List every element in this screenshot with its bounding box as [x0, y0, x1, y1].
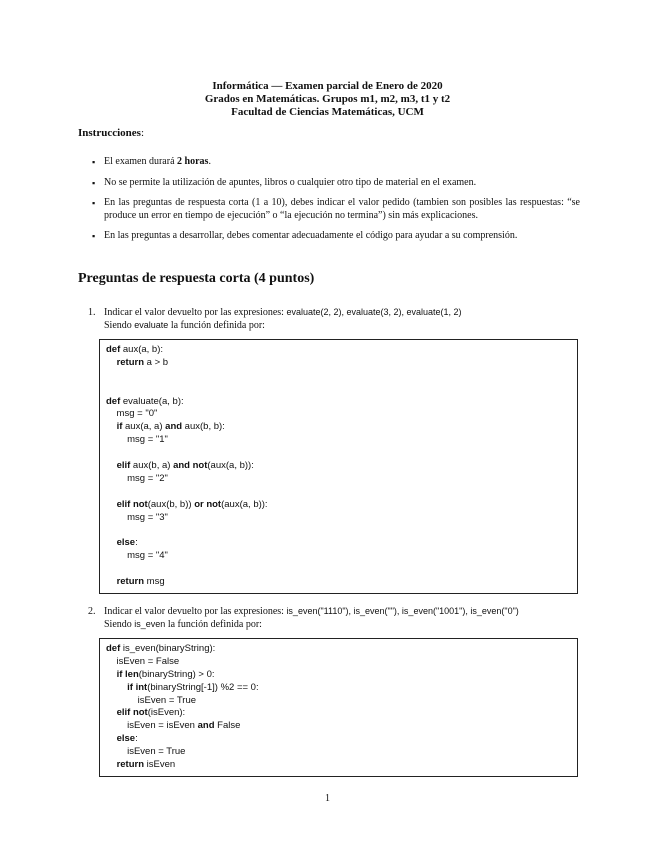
header-faculty: Facultad de Ciencias Matemáticas, UCM — [231, 106, 424, 118]
code-text: isEven = True — [106, 694, 197, 706]
code-line — [106, 460, 571, 473]
code-keyword: not — [132, 707, 148, 719]
code-keyword: elif — [116, 498, 131, 510]
code-keyword: return — [116, 576, 145, 588]
code-text: msg = "2" — [106, 472, 168, 484]
code-line — [106, 357, 571, 370]
code-text — [106, 759, 117, 770]
code-line — [106, 370, 571, 383]
code-text: False — [214, 720, 241, 732]
code-line — [106, 434, 571, 447]
question-2 — [88, 605, 519, 631]
header-degrees: Grados en Matemáticas. Grupos m1, m2, m3, t1 y t2 — [204, 93, 451, 105]
code-text: aux(b, a) — [130, 460, 174, 472]
code-keyword: else — [116, 537, 136, 549]
instruction-text-end: . — [208, 156, 211, 167]
code-text — [106, 537, 117, 548]
question-expressions: evaluate(2, 2), evaluate(3, 2), evaluate(1, 2) — [286, 307, 462, 317]
code-line — [106, 408, 571, 421]
code-keyword: elif — [116, 707, 131, 719]
function-name: is_even — [134, 619, 166, 629]
question-text: Indicar el valor devuelto por las expresiones: — [104, 307, 287, 318]
code-keyword: and — [197, 720, 215, 732]
code-text — [106, 357, 117, 368]
code-line — [106, 759, 571, 772]
question-subtext: Siendo — [104, 320, 135, 331]
code-text: (binaryString) > 0: — [138, 668, 215, 680]
code-line — [106, 383, 571, 396]
code-text: msg — [144, 576, 165, 588]
code-line — [106, 512, 571, 525]
code-line — [106, 396, 571, 409]
code-line — [106, 733, 571, 746]
code-text: aux(a, a) — [122, 421, 166, 433]
code-text: (aux(a, b)): — [221, 498, 268, 510]
code-text: isEven = False — [106, 655, 180, 667]
code-text: is_even(binaryString): — [120, 643, 216, 654]
code-line — [106, 421, 571, 434]
code-line — [106, 524, 571, 537]
code-text: a > b — [144, 356, 169, 368]
code-text: : — [135, 733, 138, 745]
code-line — [106, 447, 571, 460]
code-text: (aux(a, b)): — [207, 460, 254, 472]
code-text — [106, 682, 127, 693]
code-line — [106, 656, 571, 669]
code-line — [106, 486, 571, 499]
instructions-list — [92, 156, 580, 251]
instructions-title: Instrucciones — [78, 127, 141, 139]
code-keyword: def — [106, 643, 121, 654]
code-keyword: not — [132, 498, 148, 510]
section-title: Preguntas de respuesta corta (4 puntos) — [78, 271, 315, 286]
code-text — [106, 733, 117, 744]
code-keyword: return — [116, 759, 145, 771]
code-keyword: not — [192, 460, 208, 472]
code-keyword: if — [116, 668, 123, 680]
instruction-item: ▪ No se permite la utilización de apuntes, libros o cualquier otro tipo de material en el examen. — [92, 177, 580, 190]
instruction-item: ▪ En las preguntas de respuesta corta (1 a 10), debes indicar el valor pedido (tambien son posibles las respuestas: “se produce un error en tiempo de ejecución” o “la ejecución no termina”) sin más explicaciones. — [92, 197, 580, 222]
code-line — [106, 746, 571, 759]
code-text: msg = "0" — [106, 408, 158, 420]
code-line — [106, 499, 571, 512]
instructions-colon: : — [140, 127, 145, 139]
question-1 — [88, 306, 462, 332]
code-line — [106, 550, 571, 563]
code-keyword: or — [194, 498, 204, 510]
code-text: msg = "1" — [106, 434, 168, 446]
code-text — [106, 499, 117, 510]
code-text: aux(a, b): — [120, 344, 164, 355]
code-line — [106, 695, 571, 708]
code-text: (binaryString[-1]) %2 == 0: — [147, 681, 259, 693]
code-text: isEven = isEven — [106, 720, 198, 732]
instruction-item: ▪ En las preguntas a desarrollar, debes comentar adecuadamente el código para ayudar a su comprensión. — [92, 230, 580, 243]
question-text: Indicar el valor devuelto por las expresiones: — [104, 606, 287, 617]
exam-header — [0, 80, 655, 119]
code-text — [106, 576, 117, 587]
question-subtext-end: la función definida por: — [168, 320, 265, 331]
page-number: 1 — [325, 793, 330, 804]
code-line — [106, 669, 571, 682]
code-text: isEven — [144, 759, 176, 771]
code-keyword: and — [165, 421, 183, 433]
code-keyword: def — [106, 344, 121, 355]
code-line — [106, 707, 571, 720]
code-keyword: else — [116, 733, 136, 745]
function-name: evaluate — [134, 320, 169, 330]
instruction-text: El examen durará — [104, 156, 178, 167]
code-line — [106, 643, 571, 656]
code-keyword: not — [206, 498, 222, 510]
instruction-duration: 2 horas — [177, 156, 209, 167]
code-text: (aux(b, b)) — [147, 498, 195, 510]
code-line — [106, 537, 571, 550]
code-block-is-even — [99, 638, 578, 777]
code-keyword: and — [173, 460, 190, 472]
code-line — [106, 344, 571, 357]
code-text: evaluate(a, b): — [120, 395, 184, 407]
code-text — [106, 421, 117, 432]
code-keyword: int — [135, 681, 148, 693]
code-keyword: def — [106, 395, 121, 407]
code-text: aux(b, b): — [182, 421, 225, 433]
code-text: isEven = True — [106, 746, 186, 758]
code-line — [106, 473, 571, 486]
code-keyword: len — [125, 668, 139, 680]
code-text — [106, 669, 117, 680]
code-text — [106, 707, 117, 718]
code-line — [106, 576, 571, 589]
code-text: msg = "4" — [106, 550, 168, 562]
code-line — [106, 563, 571, 576]
code-keyword: return — [116, 356, 145, 368]
code-block-evaluate — [99, 339, 578, 594]
question-number: 1. — [88, 307, 96, 318]
code-line — [106, 720, 571, 733]
code-keyword: if — [127, 681, 133, 693]
question-subtext: Siendo — [104, 619, 135, 630]
question-expressions: is_even("1110"), is_even(""), is_even("1001"), is_even("0") — [286, 606, 519, 616]
code-text: msg = "3" — [106, 511, 168, 523]
question-subtext-end: la función definida por: — [165, 619, 262, 630]
code-keyword: elif — [116, 460, 131, 472]
header-title: Informática — Examen parcial de Enero de 2020 — [212, 80, 443, 92]
code-keyword: if — [116, 421, 123, 433]
question-number: 2. — [88, 606, 96, 617]
instructions-heading — [78, 127, 144, 139]
code-text — [106, 460, 117, 471]
code-line — [106, 682, 571, 695]
instruction-item — [92, 156, 580, 169]
code-text: (isEven): — [147, 707, 186, 719]
code-text: : — [135, 537, 138, 549]
